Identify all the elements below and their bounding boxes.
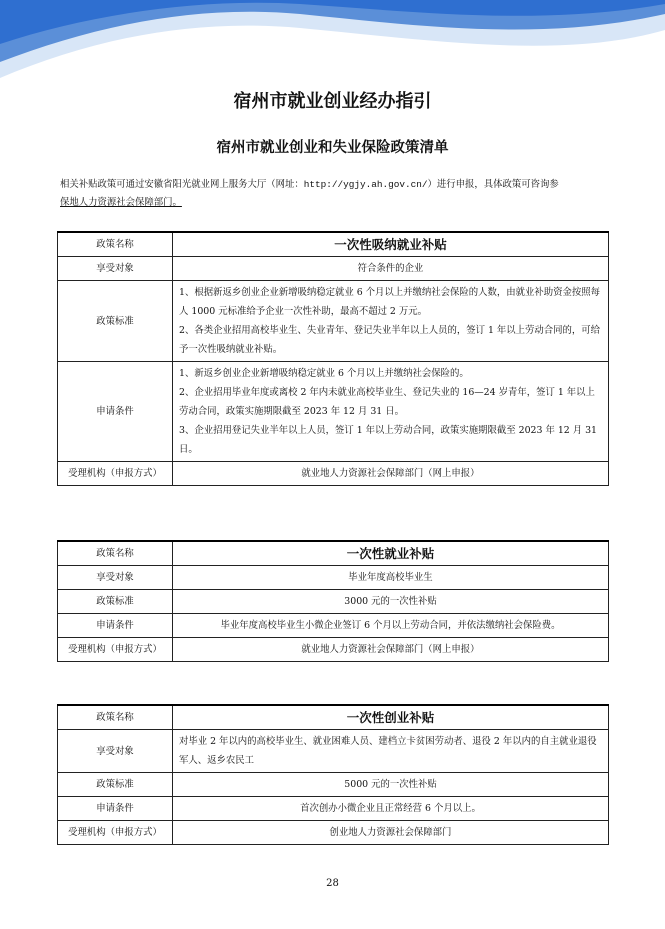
row-value: [173, 362, 609, 462]
intro-prefix: 相关补贴政策可通过安徽省阳光就业网上服务大厅（网址：: [60, 179, 304, 190]
policy-table-one-time-employment-subsidy: [57, 540, 609, 662]
table-row: [58, 821, 609, 845]
table-row: [58, 730, 609, 773]
row-label: 申请条件: [58, 797, 173, 821]
table-row: [58, 773, 609, 797]
standard-item: 1、根据新返乡创业企业新增吸纳稳定就业 6 个月以上并缴纳社会保险的人数，由就业补助资金按照每人 1000 元标准给予企业一次性补助，最高不超过 2 万元。: [179, 287, 601, 317]
table-row: [58, 462, 609, 486]
row-label: 受理机构（申报方式）: [58, 638, 173, 662]
page-title: 宿州市就业创业经办指引: [233, 91, 432, 112]
row-label: 政策名称: [58, 705, 173, 730]
policy-table-one-time-entrepreneurship-subsidy: [57, 704, 609, 845]
row-label: 享受对象: [58, 566, 173, 590]
row-label: 享受对象: [58, 730, 173, 773]
row-value: 就业地人力资源社会保障部门（网上申报）: [173, 638, 609, 662]
intro-suffix: ）进行申报，具体政策可咨询参: [427, 179, 559, 190]
page-subtitle: 宿州市就业创业和失业保险政策清单: [216, 140, 449, 156]
table-row: [58, 638, 609, 662]
table-row: [58, 541, 609, 566]
table-row: [58, 281, 609, 362]
row-label: 享受对象: [58, 257, 173, 281]
standard-item: 2、各类企业招用高校毕业生、失业青年、登记失业半年以上人员的，签订 1 年以上劳动合同的，可给予一次性吸纳就业补贴。: [179, 325, 601, 355]
row-label: 受理机构（申报方式）: [58, 821, 173, 845]
row-label: 政策名称: [58, 541, 173, 566]
row-value: 5000 元的一次性补贴: [173, 773, 609, 797]
row-label: 政策标准: [58, 281, 173, 362]
table-row: [58, 797, 609, 821]
table-row: [58, 590, 609, 614]
table-row: [58, 232, 609, 257]
row-value: 首次创办小微企业且正常经营 6 个月以上。: [173, 797, 609, 821]
condition-item: 3、企业招用登记失业半年以上人员，签订 1 年以上劳动合同，政策实施期限截至 2023 年 12 月 31 日。: [179, 425, 598, 455]
condition-item: 2、企业招用毕业年度或离校 2 年内未就业高校毕业生、登记失业的 16—24 岁青年，签订 1 年以上劳动合同，政策实施期限截至 2023 年 12 月 31 日。: [179, 387, 595, 417]
policy-name: 一次性就业补贴: [173, 541, 609, 566]
condition-item: 1、新返乡创业企业新增吸纳稳定就业 6 个月以上并缴纳社会保险的。: [179, 368, 469, 379]
table-row: [58, 257, 609, 281]
row-label: 政策标准: [58, 590, 173, 614]
policy-table-absorb-employment-subsidy: [57, 231, 609, 486]
table-row: [58, 614, 609, 638]
row-label: 政策标准: [58, 773, 173, 797]
row-value: 符合条件的企业: [173, 257, 609, 281]
row-label: 受理机构（申报方式）: [58, 462, 173, 486]
policy-name: 一次性吸纳就业补贴: [173, 232, 609, 257]
row-value: 毕业年度高校毕业生: [173, 566, 609, 590]
row-value: 3000 元的一次性补贴: [173, 590, 609, 614]
row-value: 对毕业 2 年以内的高校毕业生、就业困难人员、建档立卡贫困劳动者、退役 2 年以内的自主就业退役军人、返乡农民工: [173, 730, 609, 773]
row-label: 政策名称: [58, 232, 173, 257]
table-row: [58, 362, 609, 462]
table-row: [58, 705, 609, 730]
row-label: 申请条件: [58, 614, 173, 638]
service-hall-link[interactable]: http://ygjy.ah.gov.cn/: [303, 179, 428, 190]
page-number: 28: [326, 878, 339, 889]
table-row: [58, 566, 609, 590]
row-value: 创业地人力资源社会保障部门: [173, 821, 609, 845]
row-value: [173, 281, 609, 362]
row-value: 就业地人力资源社会保障部门（网上申报）: [173, 462, 609, 486]
intro-paragraph: [60, 176, 610, 212]
row-value: 毕业年度高校毕业生小微企业签订 6 个月以上劳动合同，并依法缴纳社会保险费。: [173, 614, 609, 638]
policy-name: 一次性创业补贴: [173, 705, 609, 730]
intro-line2: 保地人力资源社会保障部门。: [60, 197, 182, 208]
row-label: 申请条件: [58, 362, 173, 462]
